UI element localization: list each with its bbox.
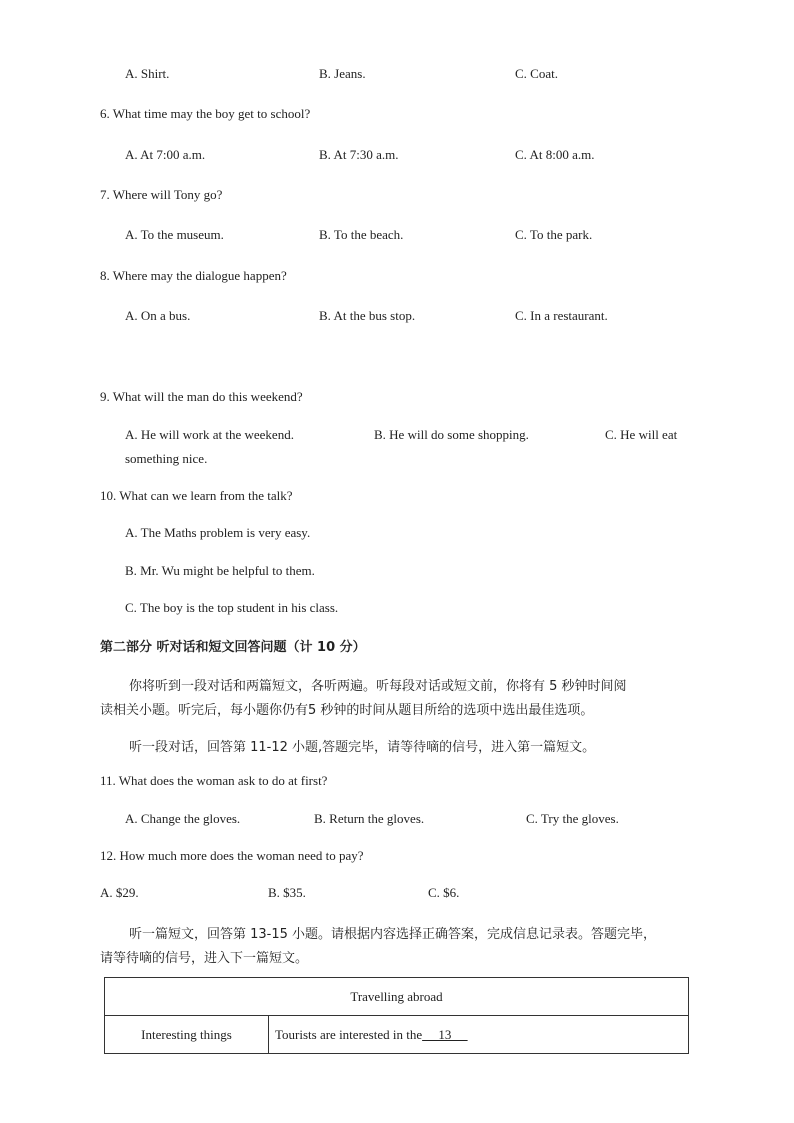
q11-option-a: A. Change the gloves. bbox=[125, 811, 241, 826]
q6-question: 6. What time may the boy get to school? bbox=[100, 106, 311, 121]
q5-option-a: A. Shirt. bbox=[125, 66, 170, 81]
q9-question: 9. What will the man do this weekend? bbox=[100, 389, 303, 404]
part2-intro-line1: 你将听到一段对话和两篇短文，各听两遍。听每段对话或短文前，你将有 5 秒钟时间阅 bbox=[129, 679, 627, 694]
q12-option-b: B. $35. bbox=[268, 885, 306, 900]
q9-option-a: A. He will work at the weekend. bbox=[125, 427, 294, 442]
q7-option-b: B. To the beach. bbox=[319, 227, 404, 242]
table-title-row bbox=[105, 978, 689, 1016]
instruction2-line1: 听一篇短文，回答第 13-15 小题。请根据内容选择正确答案，完成信息记录表。答题完毕， bbox=[129, 927, 657, 942]
q6-option-c: C. At 8:00 a.m. bbox=[515, 147, 595, 162]
answer-blank-13[interactable]: 13 bbox=[422, 1026, 468, 1042]
q10-option-c: C. The boy is the top student in his class. bbox=[125, 600, 339, 615]
part2-heading: 第二部分 听对话和短文回答问题（计 10 分） bbox=[100, 640, 366, 655]
q8-option-b: B. At the bus stop. bbox=[319, 308, 416, 323]
info-record-table bbox=[104, 977, 689, 1054]
table-row-text: Tourists are interested in the bbox=[275, 1026, 423, 1042]
q7-option-a: A. To the museum. bbox=[125, 227, 224, 242]
q9-option-b: B. He will do some shopping. bbox=[374, 427, 529, 442]
q10-question: 10. What can we learn from the talk? bbox=[100, 488, 293, 503]
q11-option-c: C. Try the gloves. bbox=[526, 811, 619, 826]
q10-option-b: B. Mr. Wu might be helpful to them. bbox=[125, 563, 315, 578]
q9-option-c-continuation: something nice. bbox=[125, 451, 208, 466]
table-row-content bbox=[269, 1016, 689, 1054]
q11-question: 11. What does the woman ask to do at first? bbox=[100, 773, 328, 788]
q10-option-a: A. The Maths problem is very easy. bbox=[125, 525, 311, 540]
q8-question: 8. Where may the dialogue happen? bbox=[100, 268, 287, 283]
q5-option-c: C. Coat. bbox=[515, 66, 558, 81]
q12-option-c: C. $6. bbox=[428, 885, 460, 900]
part2-intro-line2: 读相关小题。听完后，每小题你仍有5 秒钟的时间从题目所给的选项中选出最佳选项。 bbox=[100, 703, 594, 718]
q9-option-c: C. He will eat bbox=[605, 427, 678, 442]
table-row bbox=[105, 1016, 689, 1054]
q8-option-c: C. In a restaurant. bbox=[515, 308, 608, 323]
q11-option-b: B. Return the gloves. bbox=[314, 811, 425, 826]
q8-option-a: A. On a bus. bbox=[125, 308, 191, 323]
q12-option-a: A. $29. bbox=[100, 885, 139, 900]
instruction2-line2: 请等待嘀的信号，进入下一篇短文。 bbox=[100, 951, 309, 966]
q7-option-c: C. To the park. bbox=[515, 227, 593, 242]
q6-option-a: A. At 7:00 a.m. bbox=[125, 147, 206, 162]
q5-option-b: B. Jeans. bbox=[319, 66, 366, 81]
q6-option-b: B. At 7:30 a.m. bbox=[319, 147, 399, 162]
table-row-label: Interesting things bbox=[105, 1016, 269, 1054]
q7-question: 7. Where will Tony go? bbox=[100, 187, 223, 202]
part2-instruction1: 听一段对话，回答第 11-12 小题,答题完毕，请等待嘀的信号，进入第一篇短文。 bbox=[129, 740, 596, 755]
q12-question: 12. How much more does the woman need to pay? bbox=[100, 848, 364, 863]
table-title: Travelling abroad bbox=[105, 978, 689, 1016]
